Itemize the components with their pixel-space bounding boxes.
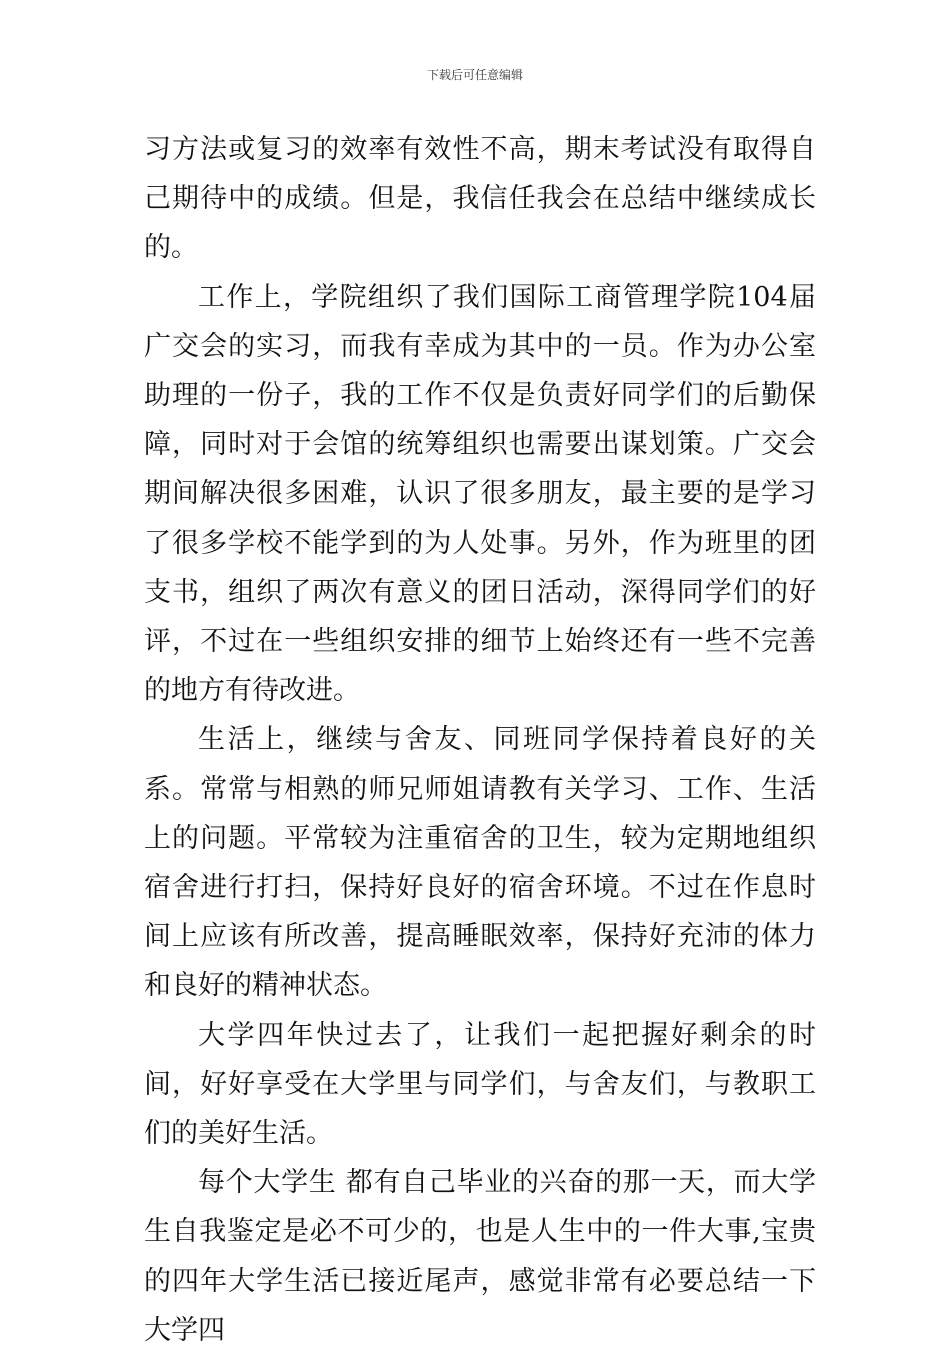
paragraph-5: 每个大学生 都有自己毕业的兴奋的那一天，而大学生自我鉴定是必不可少的，也是人生中的一件大事,宝贵的四年大学生活已接近尾声，感觉非常有必要总结一下大学四 [144,1167,816,1346]
paragraph-4: 大学四年快过去了，让我们一起把握好剩余的时间，好好享受在大学里与同学们，与舍友们，与教职工们的美好生活。 [144,1019,816,1150]
document-body [144,125,816,1355]
paragraph-2: 工作上，学院组织了我们国际工商管理学院104届广交会的实习，而我有幸成为其中的一员。作为办公室助理的一份子，我的工作不仅是负责好同学们的后勤保障，同时对于会馆的统筹组织也需要出谋划策。广交会期间解决很多困难，认识了很多朋友，最主要的是学习了很多学校不能学到的为人处事。另外，作为班里的团支书，组织了两次有意义的团日活动，深得同学们的好评，不过在一些组织安排的细节上始终还有一些不完善的地方有待改进。 [144,281,816,707]
paragraph-1: 习方法或复习的效率有效性不高，期末考试没有取得自己期待中的成绩。但是，我信任我会在总结中继续成长的。 [144,134,816,264]
paragraph-3: 生活上，继续与舍友、同班同学保持着良好的关系。常常与相熟的师兄师姐请教有关学习、工作、生活上的问题。平常较为注重宿舍的卫生，较为定期地组织宿舍进行打扫，保持好良好的宿舍环境。不过在作息时间上应该有所改善，提高睡眠效率，保持好充沛的体力和良好的精神状态。 [144,724,816,1002]
page-header: 下载后可任意编辑 [426,68,523,82]
